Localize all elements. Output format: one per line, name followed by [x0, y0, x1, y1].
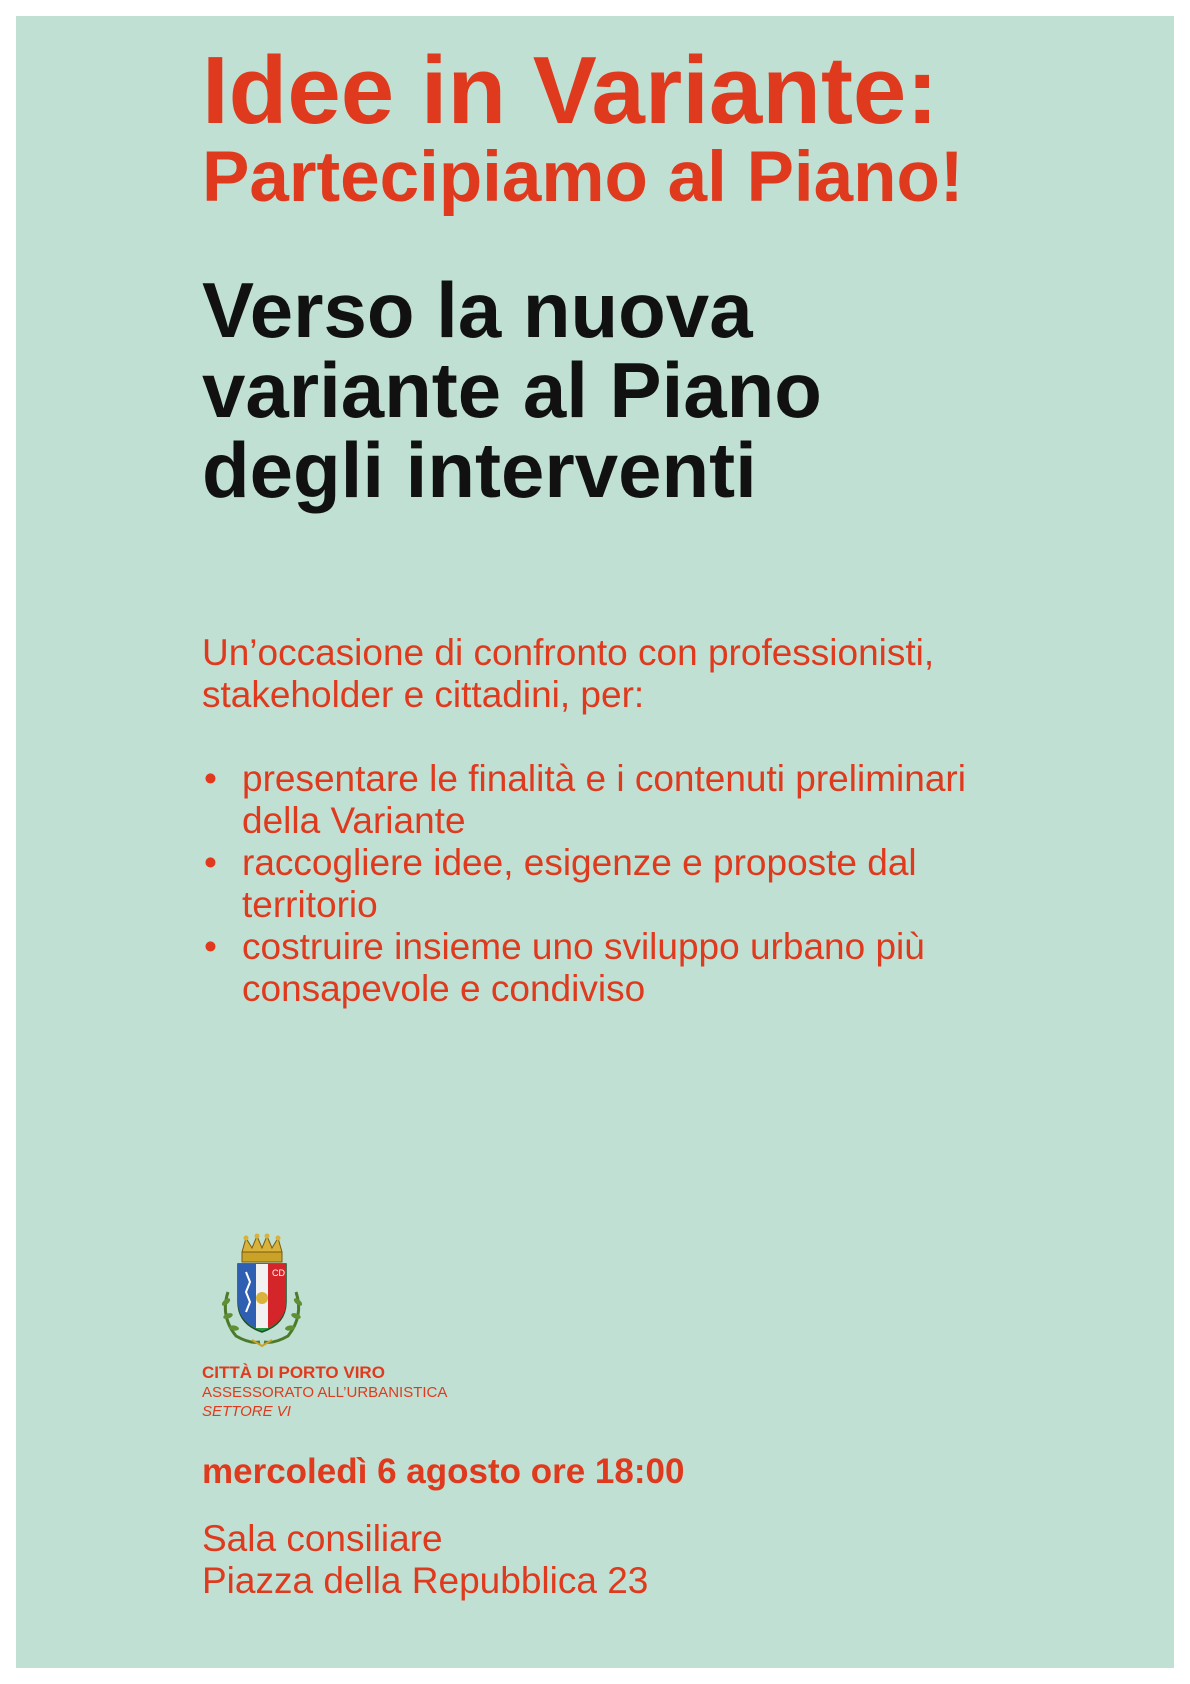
coat-letters: CD — [272, 1268, 285, 1278]
list-item — [202, 926, 966, 1010]
intro-paragraph — [202, 632, 934, 716]
list-item-line: costruire insieme uno sviluppo urbano più — [242, 926, 925, 967]
organization-city: CITTÀ DI PORTO VIRO — [202, 1363, 385, 1382]
purpose-list — [202, 758, 966, 1010]
title-line-2: Partecipiamo al Piano! — [202, 138, 964, 217]
coat-of-arms-icon — [216, 1232, 308, 1352]
list-item-line: presentare le finalità e i contenuti preliminari — [242, 758, 966, 799]
intro-line: Un’occasione di confronto con professionisti, — [202, 632, 935, 673]
list-item-line: della Variante — [242, 800, 466, 841]
headline-line: Verso la nuova — [202, 266, 753, 354]
organization-sector: SETTORE VI — [202, 1403, 291, 1420]
intro-line: stakeholder e cittadini, per: — [202, 674, 645, 715]
headline — [202, 266, 822, 514]
list-item — [202, 842, 966, 926]
headline-line: variante al Piano — [202, 346, 822, 434]
list-item-line: territorio — [242, 884, 378, 925]
venue-line: Sala consiliare — [202, 1518, 443, 1559]
title-line-1: Idee in Variante: — [202, 37, 939, 144]
list-item — [202, 758, 966, 842]
event-date-time: mercoledì 6 agosto ore 18:00 — [202, 1452, 685, 1491]
venue-line: Piazza della Repubblica 23 — [202, 1560, 649, 1601]
list-item-line: consapevole e condiviso — [242, 968, 646, 1009]
event-venue — [202, 1518, 648, 1602]
list-item-line: raccogliere idee, esigenze e proposte dal — [242, 842, 917, 883]
bullet-icon: • — [204, 758, 217, 799]
bullet-icon: • — [204, 926, 217, 967]
organization-department: ASSESSORATO ALL’URBANISTICA — [202, 1384, 448, 1401]
headline-line: degli interventi — [202, 426, 757, 514]
organization-block — [202, 1362, 447, 1421]
bullet-icon: • — [204, 842, 217, 883]
